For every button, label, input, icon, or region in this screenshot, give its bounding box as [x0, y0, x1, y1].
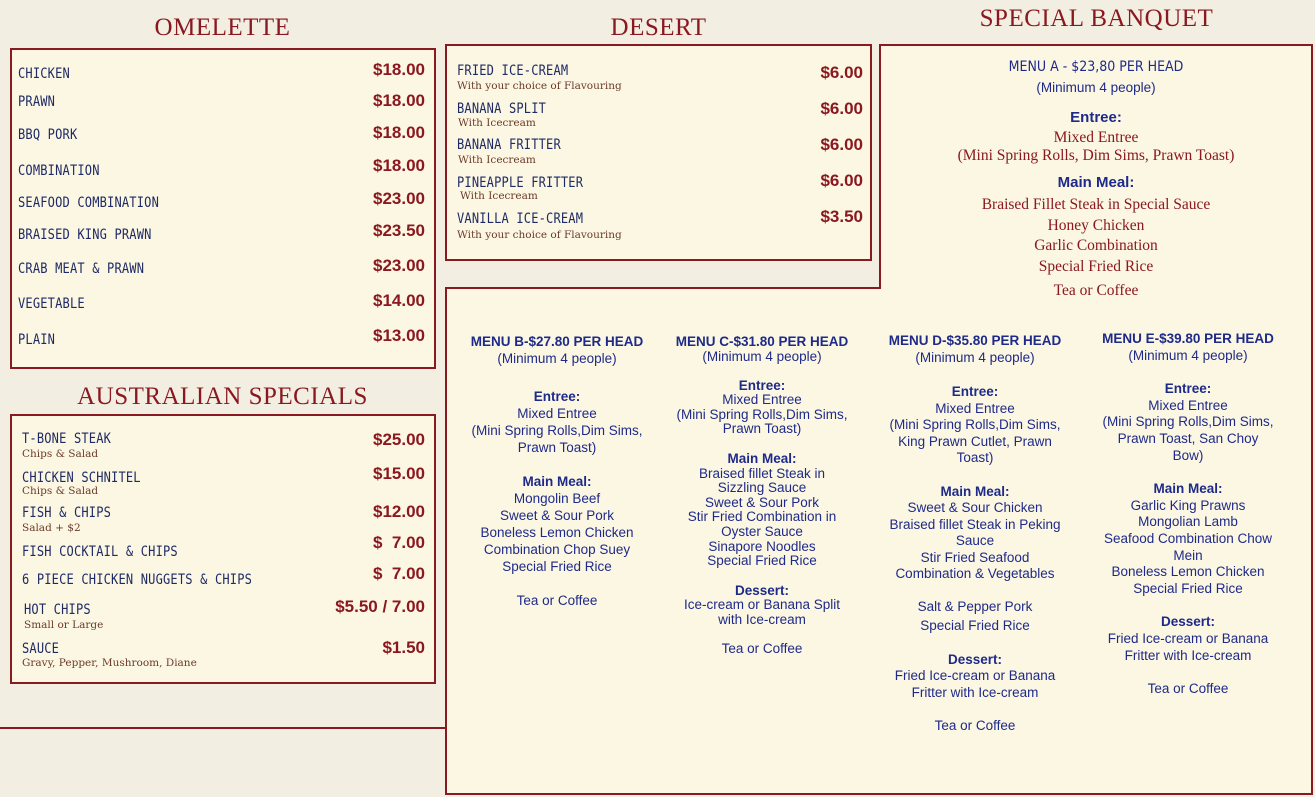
- menu-a-entree-item: (Mini Spring Rolls, Dim Sims, Prawn Toast): [957, 147, 1235, 164]
- menu-c-main-label: Main Meal:: [727, 450, 797, 466]
- menu-d-main-item: Combination & Vegetables: [895, 566, 1055, 581]
- menu-d-dessert-label: Dessert:: [947, 651, 1003, 667]
- menu-item-name: VANILLA ICE-CREAM: [457, 211, 584, 227]
- menu-b-minimum: (Minimum 4 people): [497, 351, 617, 366]
- menu-item-price: $6.00: [820, 171, 863, 190]
- menu-item-name: CHICKEN: [18, 66, 70, 82]
- menu-c-entree-item: (Mini Spring Rolls,Dim Sims,: [676, 406, 848, 422]
- menu-item-name: FISH & CHIPS: [22, 505, 112, 521]
- menu-b-title: MENU B-$27.80 PER HEAD: [470, 334, 644, 349]
- menu-d-drink: Tea or Coffee: [934, 718, 1016, 733]
- menu-b-main-item: Combination Chop Suey: [483, 542, 631, 557]
- menu-item-price: $13.00: [373, 326, 425, 345]
- menu-d-entree-item: Mixed Entree: [935, 400, 1015, 416]
- menu-e-main-item: Mein: [1173, 547, 1203, 563]
- menu-b-main-item: Special Fried Rice: [502, 559, 612, 574]
- menu-item-price: $25.00: [373, 430, 425, 449]
- menu-d-minimum: (Minimum 4 people): [915, 349, 1035, 365]
- menu-c-dessert-item: Ice-cream or Banana Split: [683, 597, 841, 613]
- menu-item-desc: Small or Large: [24, 619, 104, 631]
- menu-item-price: $23.00: [373, 256, 425, 275]
- menu-b-entree-label: Entree:: [533, 389, 581, 404]
- menu-item-desc: Gravy, Pepper, Mushroom, Diane: [22, 657, 197, 669]
- menu-d-dessert-item: Fritter with Ice-cream: [911, 684, 1039, 700]
- menu-a-entree-label: Entree:: [1070, 109, 1122, 126]
- menu-a-drink: Tea or Coffee: [1053, 282, 1139, 299]
- menu-item-name: CRAB MEAT & PRAWN: [18, 261, 145, 277]
- menu-item-price: $6.00: [820, 135, 863, 154]
- menu-e-main-item: Seafood Combination Chow: [1103, 530, 1273, 546]
- divider-line: [0, 727, 445, 729]
- menu-c-entree-item: Mixed Entree: [722, 392, 802, 408]
- menu-item-name: SAUCE: [22, 641, 60, 657]
- menu-d-extra-item: Special Fried Rice: [920, 618, 1030, 633]
- menu-item-name: BANANA SPLIT: [457, 101, 547, 117]
- menu-item-desc: Chips & Salad: [22, 448, 99, 460]
- menu-item-name: SEAFOOD COMBINATION: [18, 195, 159, 211]
- menu-b-entree-item: Mixed Entree: [517, 406, 597, 421]
- menu-e-minimum: (Minimum 4 people): [1128, 347, 1248, 363]
- menu-item-price: $5.50 / 7.00: [335, 597, 425, 616]
- menu-a-main-item: Braised Fillet Steak in Special Sauce: [981, 196, 1211, 213]
- menu-d-dessert-item: Fried Ice-cream or Banana: [894, 668, 1056, 683]
- menu-item-price: $1.50: [382, 638, 425, 657]
- menu-item-price: $18.00: [373, 60, 425, 79]
- menu-c-main-item: Stir Fried Combination in: [687, 509, 837, 525]
- australian-heading: AUSTRALIAN SPECIALS: [77, 383, 368, 410]
- menu-c-main-item: Special Fried Rice: [707, 553, 817, 569]
- menu-item-price: $ 7.00: [373, 533, 425, 552]
- menu-item-price: $6.00: [820, 99, 863, 118]
- menu-c: [662, 334, 862, 656]
- menu-item-desc: With Icecream: [460, 190, 538, 202]
- menu-c-main-item: Oyster Sauce: [721, 523, 803, 539]
- menu-item-desc: Chips & Salad: [22, 485, 99, 497]
- menu-item-price: $23.00: [373, 189, 425, 208]
- menu-d-entree-item: (Mini Spring Rolls,Dim Sims,: [889, 417, 1061, 432]
- menu-item-desc: Salad + $2: [22, 522, 81, 534]
- menu-b-main-item: Sweet & Sour Pork: [499, 508, 615, 523]
- menu-e-main-item: Boneless Lemon Chicken: [1111, 564, 1265, 580]
- menu-d-main-item: Stir Fried Seafood: [920, 549, 1030, 565]
- menu-e-dessert-label: Dessert:: [1160, 614, 1216, 630]
- menu-b-main-label: Main Meal:: [522, 474, 592, 489]
- menu-d-entree-label: Entree:: [951, 384, 999, 399]
- menu-item-name: FRIED ICE-CREAM: [457, 63, 569, 79]
- menu-b-drink: Tea or Coffee: [516, 593, 598, 608]
- menu-e-entree-item: Mixed Entree: [1148, 397, 1228, 413]
- menu-e-main-item: Garlic King Prawns: [1130, 497, 1246, 513]
- menu-item-price: $15.00: [373, 464, 425, 483]
- menu-a-main-item: Special Fried Rice: [1038, 257, 1154, 275]
- menu-a-main-item: Garlic Combination: [1034, 237, 1158, 254]
- menu-item-name: T-BONE STEAK: [22, 431, 112, 447]
- menu-item-price: $3.50: [820, 207, 863, 226]
- menu-c-entree-item: Prawn Toast): [722, 421, 802, 437]
- menu-a-minimum: (Minimum 4 people): [1036, 80, 1156, 95]
- menu-item-name: HOT CHIPS: [24, 602, 91, 618]
- menu-e-entree-label: Entree:: [1164, 381, 1212, 397]
- menu-a-main-item: Honey Chicken: [1047, 216, 1145, 234]
- menu-d-main-label: Main Meal:: [940, 483, 1010, 499]
- menu-e: [1088, 331, 1288, 698]
- omelette-heading: OMELETTE: [154, 14, 291, 41]
- menu-item-price: $ 7.00: [373, 564, 425, 583]
- menu-e-entree-item: (Mini Spring Rolls,Dim Sims,: [1102, 414, 1274, 430]
- menu-e-drink: Tea or Coffee: [1147, 681, 1229, 697]
- menu-item-name: PRAWN: [18, 94, 56, 110]
- menu-item-desc: With Icecream: [458, 154, 536, 166]
- menu-a: [880, 59, 1312, 302]
- menu-b-entree-item: (Mini Spring Rolls,Dim Sims,: [471, 423, 643, 438]
- menu-e-title: MENU E-$39.80 PER HEAD: [1102, 331, 1274, 346]
- menu-d-main-item: Sweet & Sour Chicken: [907, 500, 1043, 515]
- menu-item-name: BRAISED KING PRAWN: [18, 227, 152, 243]
- menu-item-price: $12.00: [373, 502, 425, 521]
- menu-c-main-item: Sinapore Noodles: [708, 538, 816, 554]
- menu-b-main-item: Mongolin Beef: [513, 491, 601, 506]
- menu-c-dessert-item: with Ice-cream: [718, 611, 806, 627]
- menu-a-main-label: Main Meal:: [1057, 174, 1135, 191]
- menu-a-title: MENU A - $23,80 PER HEAD: [1008, 59, 1184, 75]
- menu-d-entree-item: King Prawn Cutlet, Prawn: [898, 433, 1052, 449]
- menu-item-name: FISH COCKTAIL & CHIPS: [22, 544, 178, 560]
- menu-c-main-item: Braised fillet Steak in: [698, 465, 826, 481]
- menu-item-price: $23.50: [373, 221, 425, 240]
- menu-e-main-item: Mongolian Lamb: [1138, 514, 1238, 530]
- menu-b-entree-item: Prawn Toast): [517, 440, 597, 455]
- menu-item-name: PINEAPPLE FRITTER: [457, 175, 584, 191]
- menu-c-minimum: (Minimum 4 people): [702, 349, 822, 364]
- menu-e-main-label: Main Meal:: [1153, 481, 1223, 497]
- menu-item-price: $18.00: [373, 91, 425, 110]
- menu-c-entree-label: Entree:: [738, 377, 786, 393]
- menu-item-name: CHICKEN SCHNITEL: [22, 470, 141, 486]
- menu-item-name: VEGETABLE: [18, 296, 85, 312]
- menu-c-dessert-label: Dessert:: [734, 582, 790, 598]
- menu-e-entree-item: Prawn Toast, San Choy: [1117, 430, 1259, 446]
- menu-c-drink: Tea or Coffee: [721, 640, 803, 656]
- menu-item-price: $6.00: [820, 63, 863, 82]
- menu-a-entree-item: Mixed Entree: [1053, 129, 1139, 146]
- menu-item-price: $14.00: [373, 291, 425, 310]
- menu-e-dessert-item: Fried Ice-cream or Banana: [1107, 630, 1269, 646]
- menu-d: [876, 333, 1074, 735]
- menu-item-price: $18.00: [373, 156, 425, 175]
- menu-c-main-item: Sweet & Sour Pork: [704, 494, 820, 510]
- menu-item-desc: With your choice of Flavouring: [457, 229, 622, 241]
- menu-b-main-item: Boneless Lemon Chicken: [480, 525, 634, 540]
- menu-e-main-item: Special Fried Rice: [1133, 580, 1243, 596]
- menu-e-entree-item: Bow): [1172, 447, 1204, 463]
- menu-item-desc: With your choice of Flavouring: [457, 80, 622, 92]
- menu-item-name: BBQ PORK: [18, 127, 78, 143]
- menu-item-desc: With Icecream: [458, 117, 536, 129]
- menu-d-main-item: Sauce: [955, 533, 995, 548]
- menu-item-name: PLAIN: [18, 332, 56, 348]
- menu-item-name: 6 PIECE CHICKEN NUGGETS & CHIPS: [22, 572, 253, 588]
- menu-item-name: BANANA FRITTER: [457, 137, 561, 153]
- menu-c-title: MENU C-$31.80 PER HEAD: [675, 334, 849, 349]
- menu-b: [457, 333, 657, 609]
- menu-item-name: COMBINATION: [18, 163, 100, 179]
- menu-c-main-item: Sizzling Sauce: [717, 480, 807, 496]
- menu-item-price: $18.00: [373, 123, 425, 142]
- menu-d-main-item: Braised fillet Steak in Peking: [889, 516, 1061, 532]
- menu-d-title: MENU D-$35.80 PER HEAD: [888, 333, 1062, 348]
- menu-d-entree-item: Toast): [956, 450, 994, 465]
- desert-heading: DESERT: [610, 14, 707, 41]
- banquet-heading: SPECIAL BANQUET: [979, 5, 1214, 32]
- menu-e-dessert-item: Fritter with Ice-cream: [1124, 647, 1252, 663]
- menu-d-extra-item: Salt & Pepper Pork: [917, 598, 1033, 614]
